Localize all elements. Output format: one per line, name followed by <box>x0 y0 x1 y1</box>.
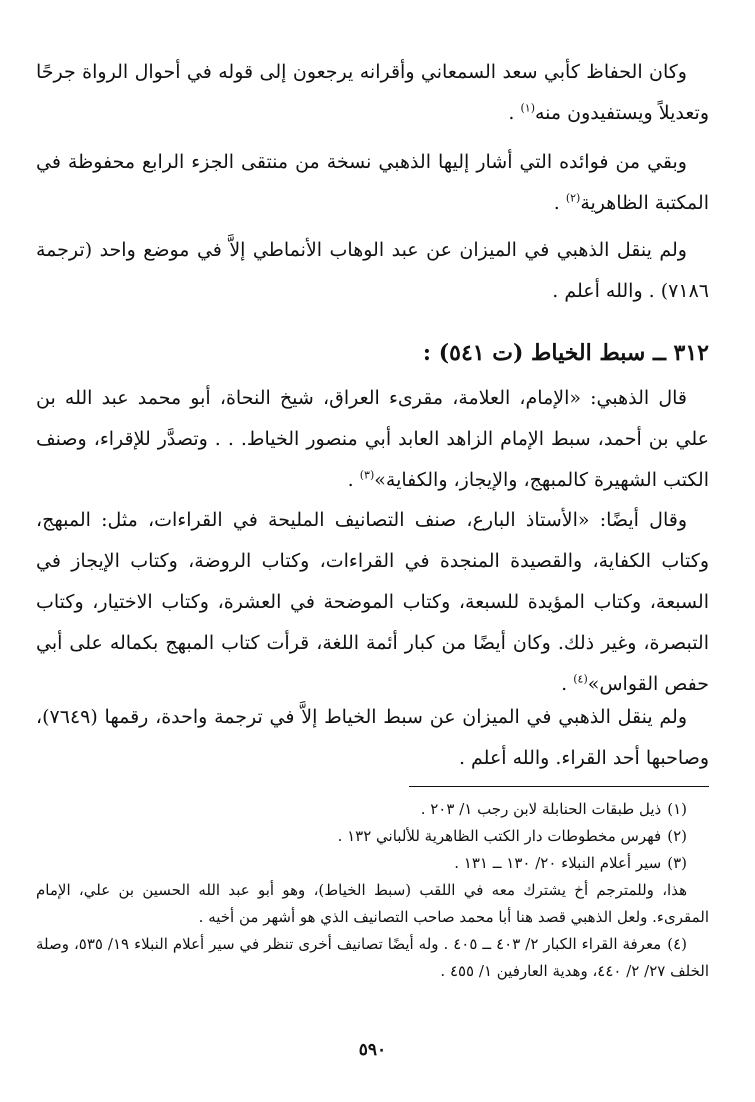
footnote-4 <box>36 931 709 985</box>
footnote-3-text: سير أعلام النبلاء ٢٠/ ١٣٠ ــ ١٣١ . <box>454 854 662 872</box>
paragraph-2 <box>36 142 709 224</box>
paragraph-3-text: ولم ينقل الذهبي في الميزان عن عبد الوهاب الأنماطي إلاَّ في موضع واحد (ترجمة ٧١٨٦) . والله أعلم . <box>36 239 709 302</box>
footnote-4-text: معرفة القراء الكبار ٢/ ٤٠٣ ــ ٤٠٥ . وله أيضًا تصانيف أخرى تنظر في سير أعلام النبلاء ١٩/ ٥٣٥، وصلة الخلف ٢٧/ ٢/ ٤٤٠، وهدية العارفين ١/ ٤٥٥ . <box>36 935 709 980</box>
footnote-2-number: (٢) <box>667 827 687 845</box>
paragraph-4 <box>36 378 709 501</box>
footnote-4-number: (٤) <box>667 935 687 953</box>
paragraph-4-text: قال الذهبي: «الإمام، العلامة، مقرىء العراق، شيخ النحاة، أبو محمد عبد الله بن علي بن أحمد، سبط الإمام الزاهد العابد أبي منصور الخياط. . . وتصدَّر للإقراء، وصنف الكتب الشهيرة كالمبهج، والإيجاز، والكفاية» <box>36 387 709 491</box>
book-page <box>36 0 709 1102</box>
page-number: ٥٩٠ <box>358 1040 387 1060</box>
footnote-1-number: (١) <box>667 800 687 818</box>
paragraph-6 <box>36 697 709 779</box>
paragraph-6-text: ولم ينقل الذهبي في الميزان عن سبط الخياط إلاَّ في ترجمة واحدة، رقمها (٧٦٤٩)، وصاحبها أحد القراء. والله أعلم . <box>36 706 709 769</box>
footnotes <box>36 796 709 985</box>
footnote-ref-2: (٢) <box>565 191 581 205</box>
paragraph-5-text: وقال أيضًا: «الأستاذ البارع، صنف التصانيف المليحة في القراءات، مثل: المبهج، وكتاب الكفاية، والقصيدة المنجدة في القراءات، وكتاب الروضة، وكتاب الإيجاز في السبعة، وكتاب المؤيدة للسبعة، وكتاب الموضحة في العشرة، وكتاب الاختيار، وكتاب التبصرة، وغير ذلك. وكان أيضًا من كبار أئمة اللغة، قرأت كتاب المبهج بكماله على أبي حفص القواس» <box>36 509 709 695</box>
paragraph-1 <box>36 52 709 134</box>
footnote-3-continuation <box>36 877 709 931</box>
footnote-ref-3: (٣) <box>359 468 375 482</box>
paragraph-2-tail: . <box>553 192 566 214</box>
section-heading: ٣١٢ ــ سبط الخياط (ت ٥٤١) : <box>422 340 709 366</box>
footnote-3-number: (٣) <box>667 854 687 872</box>
paragraph-3 <box>36 230 709 312</box>
paragraph-2-text: وبقي من فوائده التي أشار إليها الذهبي نسخة من منتقى الجزء الرابع محفوظة في المكتبة الظاهرية <box>36 151 709 214</box>
paragraph-4-tail: . <box>347 469 360 491</box>
footnote-ref-4: (٤) <box>573 672 588 686</box>
footnote-3-continuation-text: هذا، وللمترجم أخ يشترك معه في اللقب (سبط الخياط)، وهو أبو عبد الله الحسين بن علي، الإمام المقرىء. ولعل الذهبي قصد هنا أبا محمد صاحب التصانيف الذي هو أشهر من أخيه . <box>36 881 709 926</box>
footnote-2 <box>36 823 709 850</box>
footnote-1 <box>36 796 709 823</box>
footnote-2-text: فهرس مخطوطات دار الكتب الظاهرية للألباني ١٣٢ . <box>337 827 662 845</box>
paragraph-1-tail: . <box>508 102 521 124</box>
footnote-ref-1: (١) <box>520 101 535 115</box>
paragraph-5-tail: . <box>561 673 574 695</box>
footnote-separator <box>409 786 709 787</box>
paragraph-5 <box>36 500 709 705</box>
paragraph-1-text: وكان الحفاظ كأبي سعد السمعاني وأقرانه يرجعون إلى قوله في أحوال الرواة جرحًا وتعديلاً ويستفيدون منه <box>36 61 709 124</box>
footnote-1-text: ذيل طبقات الحنابلة لابن رجب ١/ ٢٠٣ . <box>420 800 662 818</box>
footnote-3 <box>36 850 709 877</box>
